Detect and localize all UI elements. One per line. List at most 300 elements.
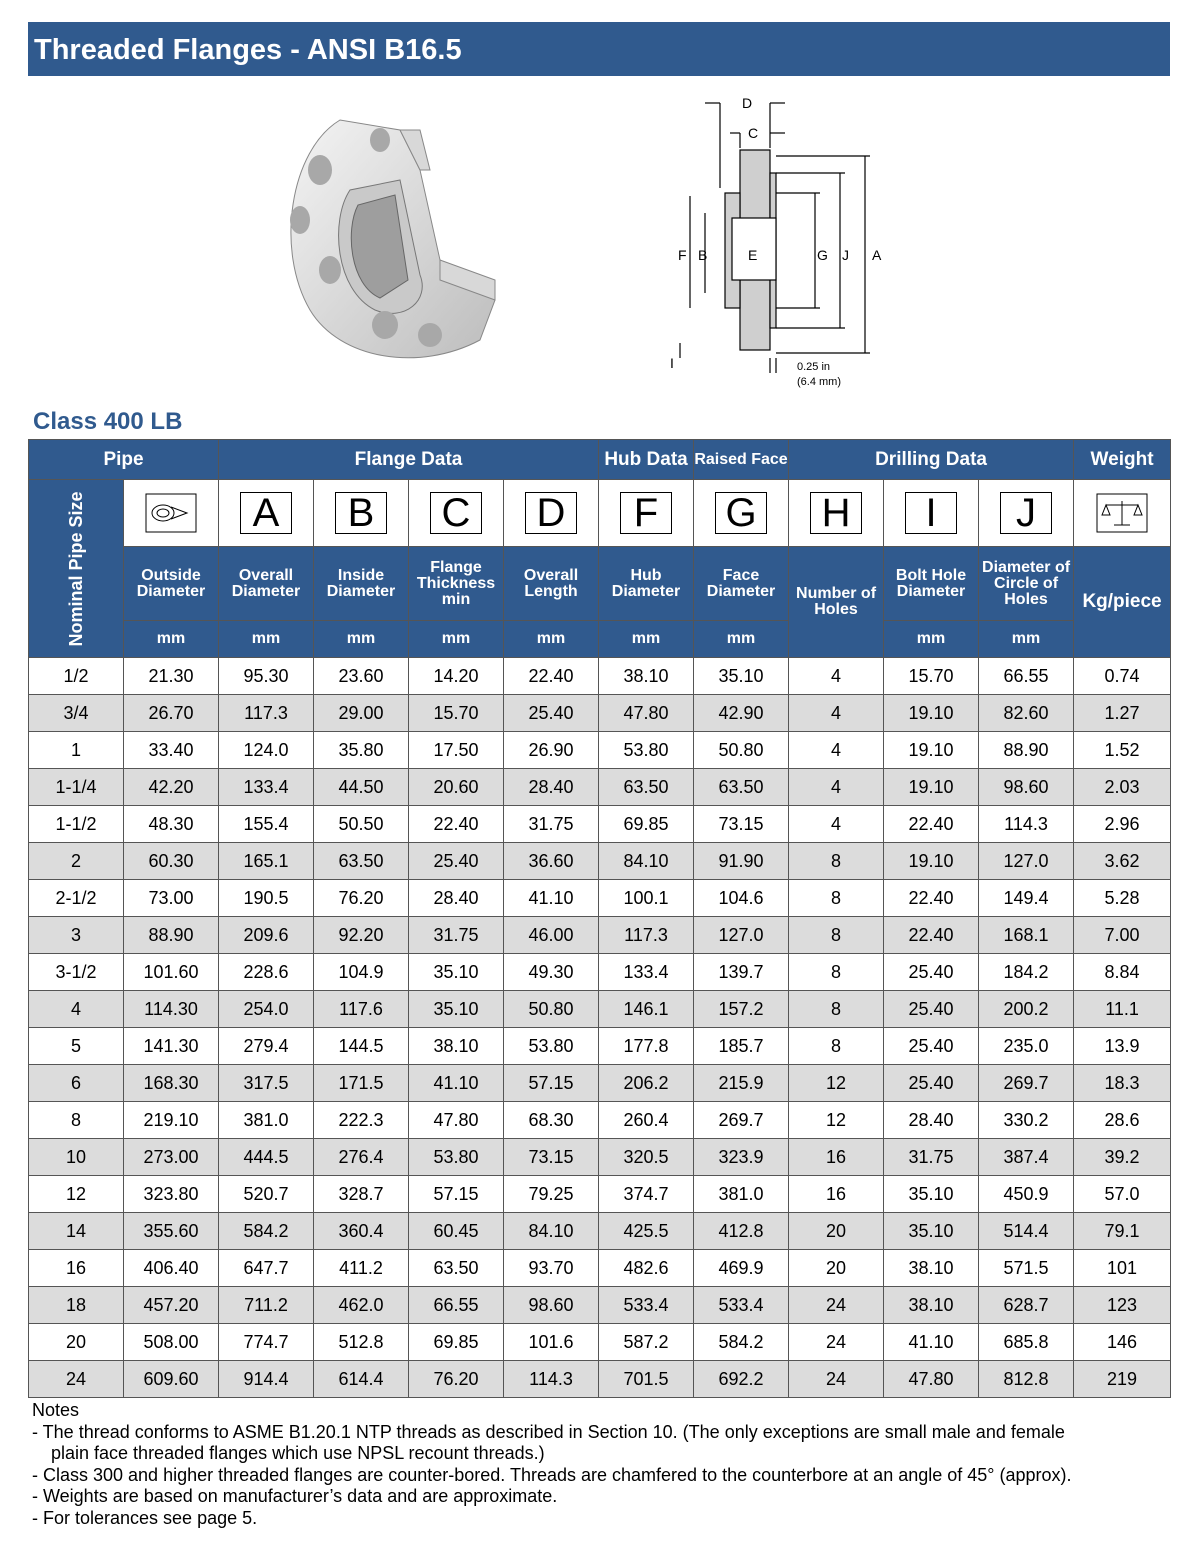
table-cell: 104.6 [694,880,789,917]
table-cell: 12 [789,1102,884,1139]
dim-label-d: D [742,95,753,111]
group-header-row [29,440,1171,480]
table-cell: 215.9 [694,1065,789,1102]
table-cell: 8 [789,843,884,880]
pipe-size-cell: 1-1/2 [29,806,124,843]
table-cell: 50.80 [694,732,789,769]
table-cell: 22.40 [884,880,979,917]
symbol-i: I [884,480,979,547]
symbol-j: J [979,480,1074,547]
unit-cell: mm [219,621,314,658]
flange-dimension-diagram [660,88,890,388]
table-row [29,1287,1171,1324]
col-face-diameter: Face Diameter [694,547,789,621]
table-cell: 35.10 [694,658,789,695]
table-cell: 533.4 [694,1287,789,1324]
table-cell: 35.10 [409,954,504,991]
unit-cell: mm [314,621,409,658]
col-flange-thickness: Flange Thickness min [409,547,504,621]
symbol-d: D [504,480,599,547]
table-cell: 15.70 [884,658,979,695]
table-row [29,991,1171,1028]
unit-cell: mm [409,621,504,658]
table-cell: 66.55 [979,658,1074,695]
table-cell: 35.10 [409,991,504,1028]
table-cell: 41.10 [884,1324,979,1361]
table-cell: 39.2 [1074,1139,1171,1176]
table-cell: 157.2 [694,991,789,1028]
table-cell: 24 [789,1361,884,1398]
table-cell: 7.00 [1074,917,1171,954]
table-cell: 69.85 [599,806,694,843]
pipe-size-cell: 3/4 [29,695,124,732]
table-cell: 28.40 [409,880,504,917]
table-cell: 50.80 [504,991,599,1028]
table-row [29,1250,1171,1287]
weight-symbol-cell [1074,480,1171,547]
unit-cell: mm [884,621,979,658]
table-cell: 63.50 [599,769,694,806]
table-cell: 41.10 [504,880,599,917]
table-cell: 8 [789,991,884,1028]
table-cell: 260.4 [599,1102,694,1139]
table-cell: 25.40 [884,1065,979,1102]
table-cell: 12 [789,1065,884,1102]
table-cell: 165.1 [219,843,314,880]
table-cell: 692.2 [694,1361,789,1398]
table-cell: 127.0 [979,843,1074,880]
table-cell: 133.4 [599,954,694,991]
group-hub-data: Hub Data [599,440,694,480]
table-row [29,695,1171,732]
pipe-size-cell: 1-1/4 [29,769,124,806]
table-cell: 355.60 [124,1213,219,1250]
dim-label-c: C [748,125,759,141]
table-cell: 57.15 [409,1176,504,1213]
unit-row [29,621,1171,658]
table-cell: 68.30 [504,1102,599,1139]
table-cell: 25.40 [504,695,599,732]
table-cell: 571.5 [979,1250,1074,1287]
table-cell: 4 [789,806,884,843]
pipe-size-cell: 2 [29,843,124,880]
col-hub-diameter: Hub Diameter [599,547,694,621]
table-cell: 177.8 [599,1028,694,1065]
table-cell: 22.40 [884,806,979,843]
unit-cell: mm [979,621,1074,658]
table-cell: 20 [789,1213,884,1250]
table-cell: 146.1 [599,991,694,1028]
table-body [29,658,1171,1398]
table-cell: 21.30 [124,658,219,695]
col-overall-diameter: Overall Diameter [219,547,314,621]
symbol-c: C [409,480,504,547]
table-row [29,1176,1171,1213]
table-cell: 8 [789,954,884,991]
table-cell: 4 [789,769,884,806]
col-circle-of-holes: Diameter of Circle of Holes [979,547,1074,621]
table-cell: 53.80 [599,732,694,769]
table-cell: 457.20 [124,1287,219,1324]
table-cell: 139.7 [694,954,789,991]
table-cell: 412.8 [694,1213,789,1250]
table-cell: 320.5 [599,1139,694,1176]
table-cell: 381.0 [219,1102,314,1139]
table-cell: 144.5 [314,1028,409,1065]
table-cell: 46.00 [504,917,599,954]
table-cell: 101 [1074,1250,1171,1287]
table-cell: 3.62 [1074,843,1171,880]
table-cell: 374.7 [599,1176,694,1213]
table-cell: 469.9 [694,1250,789,1287]
table-cell: 279.4 [219,1028,314,1065]
table-row [29,843,1171,880]
table-cell: 514.4 [979,1213,1074,1250]
table-cell: 647.7 [219,1250,314,1287]
table-cell: 79.25 [504,1176,599,1213]
table-row [29,1361,1171,1398]
unit-cell: mm [694,621,789,658]
pipe-size-cell: 8 [29,1102,124,1139]
symbol-row [29,480,1171,547]
note-item: - Weights are based on manufacturer’s data and are approximate. [32,1486,558,1506]
table-cell: 812.8 [979,1361,1074,1398]
table-cell: 323.9 [694,1139,789,1176]
table-cell: 26.90 [504,732,599,769]
dim-label-g: G [817,247,828,263]
flange-table [28,439,1171,1398]
table-cell: 711.2 [219,1287,314,1324]
table-cell: 512.8 [314,1324,409,1361]
table-cell: 19.10 [884,843,979,880]
pipe-icon [145,493,197,533]
table-cell: 63.50 [314,843,409,880]
table-cell: 146 [1074,1324,1171,1361]
table-cell: 222.3 [314,1102,409,1139]
table-cell: 84.10 [599,843,694,880]
table-cell: 73.15 [504,1139,599,1176]
table-cell: 76.20 [409,1361,504,1398]
dim-label-j: J [842,247,849,263]
scale-icon [1096,493,1148,533]
table-cell: 520.7 [219,1176,314,1213]
col-number-of-holes: Number of Holes [789,547,884,658]
unit-cell: mm [599,621,694,658]
table-cell: 123 [1074,1287,1171,1324]
table-row [29,1028,1171,1065]
table-cell: 22.40 [884,917,979,954]
table-row [29,1065,1171,1102]
table-cell: 168.1 [979,917,1074,954]
table-cell: 88.90 [124,917,219,954]
table-cell: 101.6 [504,1324,599,1361]
table-cell: 35.10 [884,1213,979,1250]
table-cell: 36.60 [504,843,599,880]
table-cell: 4 [789,658,884,695]
pipe-size-cell: 1 [29,732,124,769]
table-cell: 508.00 [124,1324,219,1361]
table-cell: 2.96 [1074,806,1171,843]
table-cell: 69.85 [409,1324,504,1361]
table-cell: 91.90 [694,843,789,880]
symbol-a: A [219,480,314,547]
group-pipe: Pipe [29,440,219,480]
table-cell: 14.20 [409,658,504,695]
table-cell: 42.90 [694,695,789,732]
table-cell: 127.0 [694,917,789,954]
table-cell: 117.6 [314,991,409,1028]
table-cell: 98.60 [979,769,1074,806]
table-row [29,806,1171,843]
table-cell: 4 [789,732,884,769]
pipe-symbol-cell [124,480,219,547]
table-cell: 41.10 [409,1065,504,1102]
table-cell: 38.10 [409,1028,504,1065]
table-cell: 47.80 [884,1361,979,1398]
table-cell: 482.6 [599,1250,694,1287]
symbol-g: G [694,480,789,547]
table-cell: 4 [789,695,884,732]
table-cell: 19.10 [884,769,979,806]
table-cell: 219 [1074,1361,1171,1398]
table-cell: 26.70 [124,695,219,732]
table-cell: 57.15 [504,1065,599,1102]
table-cell: 200.2 [979,991,1074,1028]
dim-note-mm: (6.4 mm) [797,376,841,388]
note-item: plain face threaded flanges which use NPSL recount threads.) [51,1443,545,1463]
table-cell: 28.40 [884,1102,979,1139]
table-cell: 387.4 [979,1139,1074,1176]
table-cell: 114.3 [504,1361,599,1398]
table-cell: 254.0 [219,991,314,1028]
table-cell: 15.70 [409,695,504,732]
nominal-pipe-size-label: Nominal Pipe Size [66,490,86,647]
table-cell: 149.4 [979,880,1074,917]
table-cell: 31.75 [504,806,599,843]
table-cell: 269.7 [694,1102,789,1139]
table-cell: 24 [789,1324,884,1361]
table-cell: 184.2 [979,954,1074,991]
pipe-size-cell: 1/2 [29,658,124,695]
pipe-size-cell: 2-1/2 [29,880,124,917]
table-cell: 2.03 [1074,769,1171,806]
table-cell: 25.40 [409,843,504,880]
table-cell: 22.40 [504,658,599,695]
pipe-size-cell: 12 [29,1176,124,1213]
table-cell: 38.10 [599,658,694,695]
table-row [29,732,1171,769]
table-cell: 84.10 [504,1213,599,1250]
table-cell: 185.7 [694,1028,789,1065]
table-cell: 914.4 [219,1361,314,1398]
group-raised-face: Raised Face [694,440,789,480]
table-cell: 5.28 [1074,880,1171,917]
table-cell: 33.40 [124,732,219,769]
table-cell: 23.60 [314,658,409,695]
unit-cell: mm [504,621,599,658]
table-cell: 155.4 [219,806,314,843]
table-cell: 117.3 [599,917,694,954]
table-cell: 11.1 [1074,991,1171,1028]
table-cell: 88.90 [979,732,1074,769]
table-cell: 114.30 [124,991,219,1028]
table-cell: 360.4 [314,1213,409,1250]
table-cell: 63.50 [409,1250,504,1287]
table-cell: 209.6 [219,917,314,954]
class-label: Class 400 LB [33,408,183,435]
table-row [29,917,1171,954]
table-cell: 98.60 [504,1287,599,1324]
table-cell: 38.10 [884,1250,979,1287]
table-cell: 82.60 [979,695,1074,732]
table-cell: 269.7 [979,1065,1074,1102]
table-cell: 1.52 [1074,732,1171,769]
table-cell: 20 [789,1250,884,1287]
table-cell: 29.00 [314,695,409,732]
table-cell: 92.20 [314,917,409,954]
symbol-h: H [789,480,884,547]
table-cell: 701.5 [599,1361,694,1398]
table-cell: 53.80 [504,1028,599,1065]
table-cell: 16 [789,1176,884,1213]
dim-label-a: A [872,247,882,263]
table-cell: 60.45 [409,1213,504,1250]
table-cell: 25.40 [884,991,979,1028]
pipe-size-cell: 4 [29,991,124,1028]
table-cell: 273.00 [124,1139,219,1176]
table-cell: 587.2 [599,1324,694,1361]
table-cell: 17.50 [409,732,504,769]
pipe-size-cell: 20 [29,1324,124,1361]
table-cell: 774.7 [219,1324,314,1361]
table-cell: 406.40 [124,1250,219,1287]
table-cell: 219.10 [124,1102,219,1139]
table-cell: 425.5 [599,1213,694,1250]
table-cell: 57.0 [1074,1176,1171,1213]
table-row [29,1139,1171,1176]
table-row [29,769,1171,806]
table-row [29,1213,1171,1250]
table-cell: 330.2 [979,1102,1074,1139]
symbol-b: B [314,480,409,547]
pipe-size-cell: 5 [29,1028,124,1065]
col-bolt-hole-diameter: Bolt Hole Diameter [884,547,979,621]
table-cell: 47.80 [409,1102,504,1139]
table-cell: 50.50 [314,806,409,843]
table-cell: 235.0 [979,1028,1074,1065]
table-cell: 8 [789,917,884,954]
table-cell: 117.3 [219,695,314,732]
col-overall-length: Overall Length [504,547,599,621]
table-cell: 8.84 [1074,954,1171,991]
table-cell: 171.5 [314,1065,409,1102]
table-cell: 66.55 [409,1287,504,1324]
group-drilling-data: Drilling Data [789,440,1074,480]
group-flange-data: Flange Data [219,440,599,480]
dim-label-i: I [670,355,674,371]
table-cell: 28.40 [504,769,599,806]
note-item: - For tolerances see page 5. [32,1507,258,1528]
col-inside-diameter: Inside Diameter [314,547,409,621]
table-cell: 35.80 [314,732,409,769]
table-cell: 73.15 [694,806,789,843]
note-item: - Class 300 and higher threaded flanges are counter-bored. Threads are chamfered to the counterbore at an angle of 45° (approx). [32,1464,1072,1485]
table-cell: 1.27 [1074,695,1171,732]
dim-label-f: F [678,247,687,263]
table-cell: 53.80 [409,1139,504,1176]
col-outside-diameter: Outside Diameter [124,547,219,621]
pipe-size-cell: 3-1/2 [29,954,124,991]
table-cell: 28.6 [1074,1102,1171,1139]
table-cell: 628.7 [979,1287,1074,1324]
unit-cell: mm [124,621,219,658]
table-cell: 206.2 [599,1065,694,1102]
table-cell: 25.40 [884,954,979,991]
table-cell: 462.0 [314,1287,409,1324]
table-cell: 48.30 [124,806,219,843]
table-cell: 47.80 [599,695,694,732]
table-cell: 79.1 [1074,1213,1171,1250]
table-cell: 63.50 [694,769,789,806]
table-cell: 685.8 [979,1324,1074,1361]
symbol-f: F [599,480,694,547]
table-cell: 22.40 [409,806,504,843]
column-label-row [29,547,1171,621]
col-kg-per-piece: Kg/piece [1074,547,1171,658]
table-cell: 38.10 [884,1287,979,1324]
title-bar [28,22,1170,76]
table-row [29,658,1171,695]
pipe-size-cell: 3 [29,917,124,954]
table-cell: 450.9 [979,1176,1074,1213]
table-cell: 19.10 [884,732,979,769]
pipe-size-cell: 6 [29,1065,124,1102]
table-cell: 114.3 [979,806,1074,843]
table-cell: 381.0 [694,1176,789,1213]
note-item: - The thread conforms to ASME B1.20.1 NTP threads as described in Section 10. (The only exceptions are small male and female [32,1421,1065,1442]
dim-label-e: E [748,247,758,263]
table-cell: 609.60 [124,1361,219,1398]
pipe-size-cell: 24 [29,1361,124,1398]
table-cell: 133.4 [219,769,314,806]
table-cell: 8 [789,880,884,917]
table-cell: 13.9 [1074,1028,1171,1065]
table-cell: 93.70 [504,1250,599,1287]
table-cell: 0.74 [1074,658,1171,695]
table-cell: 141.30 [124,1028,219,1065]
table-cell: 60.30 [124,843,219,880]
table-cell: 317.5 [219,1065,314,1102]
table-cell: 228.6 [219,954,314,991]
table-cell: 533.4 [599,1287,694,1324]
table-cell: 19.10 [884,695,979,732]
table-cell: 44.50 [314,769,409,806]
table-cell: 328.7 [314,1176,409,1213]
table-row [29,880,1171,917]
table-cell: 104.9 [314,954,409,991]
table-cell: 31.75 [884,1139,979,1176]
pipe-size-cell: 14 [29,1213,124,1250]
page-title: Threaded Flanges - ANSI B16.5 [34,34,462,66]
table-row [29,1324,1171,1361]
table-cell: 24 [789,1287,884,1324]
table-cell: 584.2 [694,1324,789,1361]
table-cell: 276.4 [314,1139,409,1176]
notes-section [32,1400,1172,1529]
table-cell: 124.0 [219,732,314,769]
table-cell: 101.60 [124,954,219,991]
nominal-pipe-size-header [29,480,124,658]
